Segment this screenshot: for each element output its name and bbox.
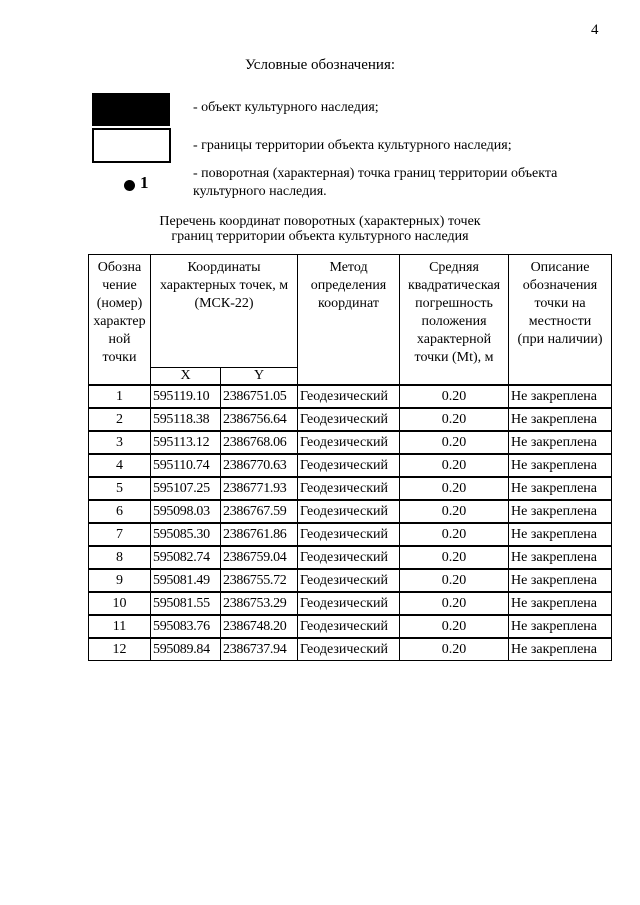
description-cell: Не закреплена (509, 431, 612, 454)
x-coordinate-cell: 595082.74 (151, 546, 221, 569)
header-error: Средняя квадратическая погрешность положения характерной точки (Mt), м (400, 255, 509, 386)
description-cell: Не закреплена (509, 500, 612, 523)
y-coordinate-cell: 2386770.63 (221, 454, 298, 477)
x-coordinate-cell: 595098.03 (151, 500, 221, 523)
error-cell: 0.20 (400, 569, 509, 592)
method-cell: Геодезический (298, 385, 400, 408)
table-title-line-2: границ территории объекта культурного наследия (171, 229, 469, 244)
point-number-cell: 10 (89, 592, 151, 615)
y-coordinate-cell: 2386767.59 (221, 500, 298, 523)
page-number: 4 (591, 22, 599, 38)
header-designation: Обозна чение (номер) характер ной точки (89, 255, 151, 386)
error-cell: 0.20 (400, 500, 509, 523)
header-y: Y (221, 368, 298, 386)
description-cell: Не закреплена (509, 638, 612, 661)
table-row (89, 569, 612, 592)
error-cell: 0.20 (400, 454, 509, 477)
header-x: X (151, 368, 221, 386)
description-cell: Не закреплена (509, 477, 612, 500)
x-coordinate-cell: 595107.25 (151, 477, 221, 500)
method-cell: Геодезический (298, 523, 400, 546)
y-coordinate-cell: 2386751.05 (221, 385, 298, 408)
table-row (89, 431, 612, 454)
header-description: Описание обозначения точки на местности (при наличии) (509, 255, 612, 386)
method-cell: Геодезический (298, 408, 400, 431)
table-row (89, 408, 612, 431)
cultural-object-swatch (92, 93, 170, 126)
y-coordinate-cell: 2386771.93 (221, 477, 298, 500)
method-cell: Геодезический (298, 546, 400, 569)
point-number-cell: 4 (89, 454, 151, 477)
point-number-cell: 5 (89, 477, 151, 500)
x-coordinate-cell: 595083.76 (151, 615, 221, 638)
legend-title: Условные обозначения: (244, 57, 396, 73)
y-coordinate-cell: 2386748.20 (221, 615, 298, 638)
table-row (89, 638, 612, 661)
point-number-cell: 9 (89, 569, 151, 592)
table-row (89, 546, 612, 569)
method-cell: Геодезический (298, 615, 400, 638)
error-cell: 0.20 (400, 523, 509, 546)
error-cell: 0.20 (400, 638, 509, 661)
method-cell: Геодезический (298, 569, 400, 592)
table-row (89, 454, 612, 477)
y-coordinate-cell: 2386756.64 (221, 408, 298, 431)
point-number-cell: 3 (89, 431, 151, 454)
error-cell: 0.20 (400, 546, 509, 569)
method-cell: Геодезический (298, 638, 400, 661)
coordinates-table (88, 254, 612, 661)
description-cell: Не закреплена (509, 385, 612, 408)
header-method: Метод определения координат (298, 255, 400, 386)
method-cell: Геодезический (298, 431, 400, 454)
table-row (89, 592, 612, 615)
header-coordinates: Координаты характерных точек, м (МСК-22) (151, 255, 298, 368)
legend-text-point: - поворотная (характерная) точка границ территории объекта культурного наследия. (193, 166, 558, 199)
point-number-cell: 6 (89, 500, 151, 523)
error-cell: 0.20 (400, 592, 509, 615)
description-cell: Не закреплена (509, 523, 612, 546)
turning-point-dot-icon (124, 180, 135, 191)
error-cell: 0.20 (400, 431, 509, 454)
y-coordinate-cell: 2386755.72 (221, 569, 298, 592)
description-cell: Не закреплена (509, 615, 612, 638)
point-number-cell: 2 (89, 408, 151, 431)
point-number-cell: 8 (89, 546, 151, 569)
x-coordinate-cell: 595089.84 (151, 638, 221, 661)
table-row (89, 477, 612, 500)
table-row (89, 523, 612, 546)
x-coordinate-cell: 595110.74 (151, 454, 221, 477)
x-coordinate-cell: 595081.49 (151, 569, 221, 592)
x-coordinate-cell: 595113.12 (151, 431, 221, 454)
point-number-cell: 12 (89, 638, 151, 661)
error-cell: 0.20 (400, 385, 509, 408)
point-number-cell: 1 (89, 385, 151, 408)
y-coordinate-cell: 2386753.29 (221, 592, 298, 615)
table-title-line-1: Перечень координат поворотных (характерных) точек (159, 214, 481, 229)
table-row (89, 615, 612, 638)
y-coordinate-cell: 2386737.94 (221, 638, 298, 661)
territory-boundary-swatch (92, 128, 171, 163)
description-cell: Не закреплена (509, 408, 612, 431)
point-number-cell: 7 (89, 523, 151, 546)
x-coordinate-cell: 595081.55 (151, 592, 221, 615)
y-coordinate-cell: 2386761.86 (221, 523, 298, 546)
error-cell: 0.20 (400, 408, 509, 431)
legend-text-boundary: - границы территории объекта культурного наследия; (193, 138, 512, 153)
error-cell: 0.20 (400, 615, 509, 638)
description-cell: Не закреплена (509, 592, 612, 615)
y-coordinate-cell: 2386768.06 (221, 431, 298, 454)
point-number-cell: 11 (89, 615, 151, 638)
method-cell: Геодезический (298, 477, 400, 500)
table-title (0, 214, 640, 244)
x-coordinate-cell: 595118.38 (151, 408, 221, 431)
legend-text-object: - объект культурного наследия; (193, 100, 379, 115)
method-cell: Геодезический (298, 592, 400, 615)
description-cell: Не закреплена (509, 454, 612, 477)
x-coordinate-cell: 595085.30 (151, 523, 221, 546)
method-cell: Геодезический (298, 454, 400, 477)
x-coordinate-cell: 595119.10 (151, 385, 221, 408)
error-cell: 0.20 (400, 477, 509, 500)
table-row (89, 500, 612, 523)
turning-point-marker-label: 1 (140, 173, 149, 192)
method-cell: Геодезический (298, 500, 400, 523)
y-coordinate-cell: 2386759.04 (221, 546, 298, 569)
description-cell: Не закреплена (509, 546, 612, 569)
table-row (89, 385, 612, 408)
description-cell: Не закреплена (509, 569, 612, 592)
